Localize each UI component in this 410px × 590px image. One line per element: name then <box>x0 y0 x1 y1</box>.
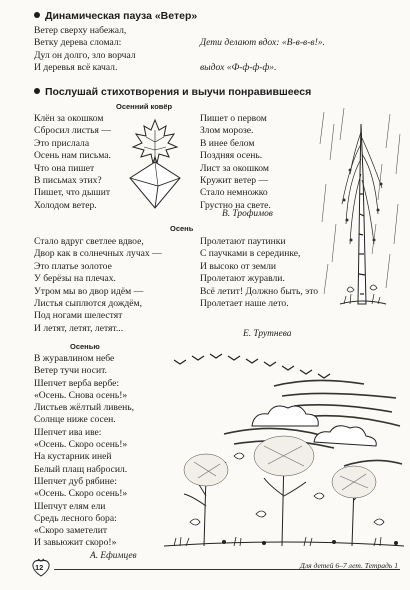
wind-poem <box>34 25 136 75</box>
autumn-landscape-illustration <box>164 346 404 552</box>
footer-note: Для детей 6–7 лет. Тетрадь 1 <box>300 561 399 570</box>
heading-text: Послушай стихотворения и выучи понравившееся <box>45 86 312 98</box>
poem-line: Осень нам письма. <box>34 150 111 162</box>
poem1-right <box>200 113 271 212</box>
maple-leaf-envelope-illustration <box>122 116 188 214</box>
poem-line: Белый плащ набросил. <box>34 463 128 475</box>
poem-line: Всё летит! Должно быть, это <box>200 285 319 297</box>
poem-line: Пролетает наше лето. <box>200 298 289 310</box>
poem-line: В журавлином небе <box>34 353 115 364</box>
poem-line: Двор как в солнечных лучах — <box>34 248 162 260</box>
poem-line: Поздняя осень. <box>200 150 263 162</box>
poem-line: Это платье золотое <box>34 260 112 272</box>
poem2-title: Осень <box>170 224 194 233</box>
poem-line: И завьюжит скоро!» <box>34 537 117 549</box>
poem1-title: Осенний ковёр <box>116 102 173 111</box>
poem-line: Листья сыплются дождём, <box>34 298 142 310</box>
poem1-left <box>34 113 111 212</box>
poem3-author: А. Ефимцев <box>90 551 137 561</box>
bullet-icon <box>34 88 40 94</box>
poem-line: В инее белом <box>200 137 255 149</box>
poem-line: Шепчет дуб рябине: <box>34 475 117 487</box>
poem-line: Пролетают паутинки <box>200 236 286 247</box>
instruction-inhale: Дети делают вдох: «В-в-в-в!». <box>200 37 325 48</box>
poem1-author: В. Трофимов <box>222 209 273 219</box>
bullet-icon <box>34 12 40 18</box>
instruction-exhale: выдох «Ф-ф-ф-ф». <box>200 62 277 73</box>
poem-line: Солнце ниже сосен. <box>34 414 116 426</box>
poem2-author: Е. Трутнева <box>243 329 292 339</box>
poem-line: Что она пишет <box>34 162 95 174</box>
birch-rain-illustration <box>320 104 404 316</box>
poem-line: Шепчут елям ели <box>34 500 106 512</box>
poem-line: Средь лесного бора: <box>34 512 117 524</box>
poem-line: Грустно на свете. <box>200 199 271 211</box>
page-number: 12 <box>35 563 44 572</box>
poem-line: Злом морозе. <box>200 125 254 137</box>
poem-line: Сбросил листья — <box>34 125 111 137</box>
poem-line: С паучками в серединке, <box>200 248 301 260</box>
section-heading-learn <box>34 86 311 98</box>
poem-line: Пишет о первом <box>200 113 267 124</box>
poem-line: На кустарник иней <box>34 451 112 463</box>
poem-line: Утром мы во двор идём — <box>34 285 144 297</box>
poem-line: Листьев жёлтый ливень, <box>34 402 135 414</box>
poem-line: Пишет, что дышит <box>34 187 111 199</box>
crane-flock <box>174 354 330 378</box>
poem-line: Под ногами шелестят <box>34 310 123 322</box>
poem-line: Ветер сверху набежал, <box>34 25 127 36</box>
poem-line: Клён за окошком <box>34 113 104 124</box>
poem-line: Холодом ветер. <box>34 199 97 211</box>
poem-line: И деревья всё качал. <box>34 62 118 74</box>
poem-line: Дул он долго, зло ворчал <box>34 49 136 61</box>
poem-line: Стало немножко <box>200 187 268 199</box>
poem-line: В письмах этих? <box>34 175 102 187</box>
poem-line: Ветку дерева сломал: <box>34 37 122 49</box>
poem2-right <box>200 236 318 310</box>
poem-line: Лист за окошком <box>200 162 269 174</box>
poem-line: Ветер тучи носит. <box>34 365 107 377</box>
poem-line: И летят, летят, летят... <box>34 322 124 334</box>
poem3-text <box>34 353 134 550</box>
poem-line: «Осень. Скоро осень!» <box>34 488 128 500</box>
poem-line: «Скоро заметелит <box>34 525 108 537</box>
poem-line: Пролетают журавли. <box>200 273 285 285</box>
poem-line: Шепчет ива иве: <box>34 426 102 438</box>
poem-line: Шепчет верба вербе: <box>34 377 120 389</box>
section-heading-wind <box>34 10 197 22</box>
poem-line: «Осень. Скоро осень!» <box>34 439 128 451</box>
poem3-title: Осенью <box>70 342 100 351</box>
poem-line: Это прислала <box>34 137 90 149</box>
poem-line: «Осень. Снова осень!» <box>34 389 128 401</box>
heading-text: Динамическая пауза «Ветер» <box>45 10 198 22</box>
poem-line: Стало вдруг светлее вдвое, <box>34 236 144 247</box>
poem-line: У берёзы на плечах. <box>34 273 116 285</box>
poem-line: Кружит ветер — <box>200 175 269 187</box>
poem2-left <box>34 236 162 335</box>
poem-line: И высоко от земли <box>200 260 277 272</box>
